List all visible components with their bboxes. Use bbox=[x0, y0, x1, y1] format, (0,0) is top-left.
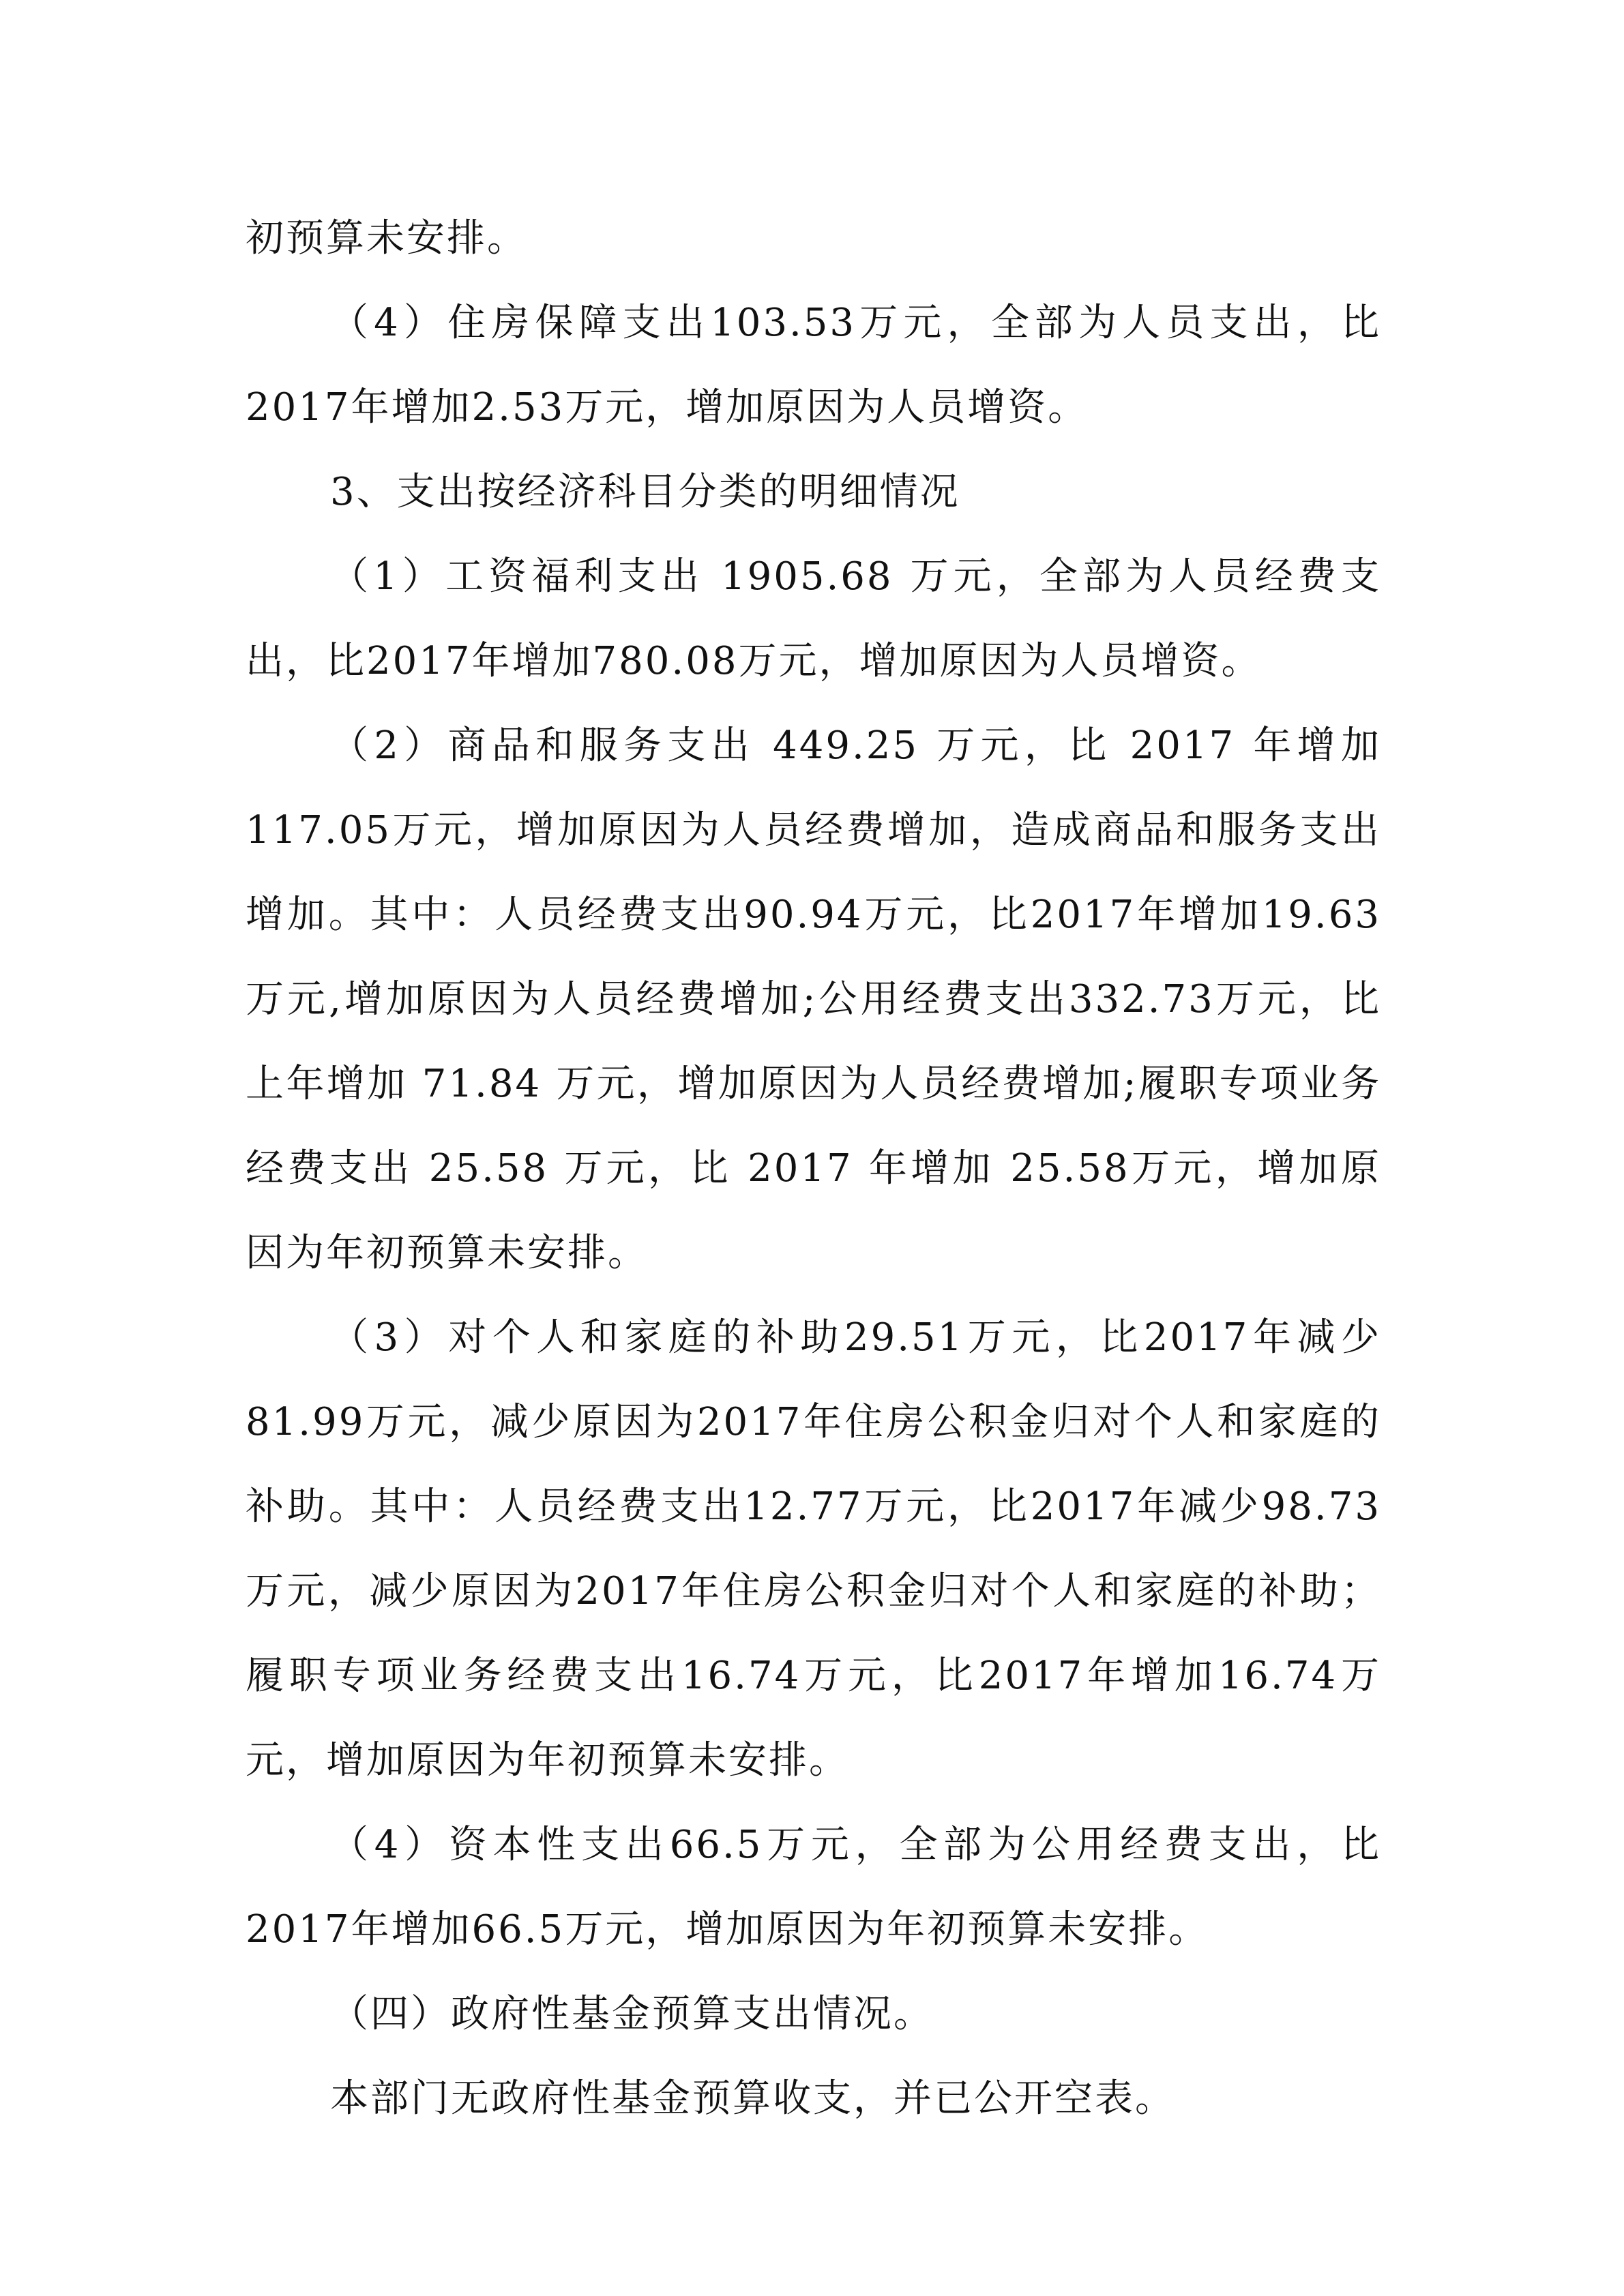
paragraph-household-subsidy: （3）对个人和家庭的补助29.51万元，比2017年减少81.99万元，减少原因为2017年住房公积金归对个人和家庭的补助。其中：人员经费支出12.77万元，比2017年减少98.73万元，减少原因为2017年住房公积金归对个人和家庭的补助；履职专项业务经费支出16.74万元，比2017年增加16.74万元，增加原因为年初预算未安排。 bbox=[246, 1315, 1381, 1783]
paragraph-no-government-fund: 本部门无政府性基金预算收支，并已公开空表。 bbox=[330, 2076, 1175, 2121]
paragraph-salary-welfare: （1）工资福利支出 1905.68 万元，全部为人员经费支出，比2017年增加780.08万元，增加原因为人员增资。 bbox=[246, 554, 1381, 683]
paragraph-capital-expenditure: （4）资本性支出66.5万元，全部为公用经费支出，比2017年增加66.5万元，增加原因为年初预算未安排。 bbox=[246, 1823, 1381, 1952]
section-heading-government-fund: （四）政府性基金预算支出情况。 bbox=[330, 1992, 934, 2036]
paragraph-continuation: 初预算未安排。 bbox=[246, 216, 527, 260]
document-body bbox=[246, 196, 1381, 2141]
paragraph-housing-expenditure: （4）住房保障支出103.53万元，全部为人员支出，比2017年增加2.53万元，增加原因为人员增资。 bbox=[246, 301, 1381, 430]
section-heading-economic-classification: 3、支出按经济科目分类的明细情况 bbox=[330, 470, 960, 514]
paragraph-goods-services: （2）商品和服务支出 449.25 万元，比 2017 年增加117.05万元，增加原因为人员经费增加，造成商品和服务支出增加。其中：人员经费支出90.94万元，比2017年增加19.63万元,增加原因为人员经费增加;公用经费支出332.73万元，比上年增加 71.84 万元，增加原因为人员经费增加;履职专项业务经费支出 25.58 万元，比 2017 年增加 25.58万元，增加原因为年初预算未安排。 bbox=[246, 724, 1381, 1275]
